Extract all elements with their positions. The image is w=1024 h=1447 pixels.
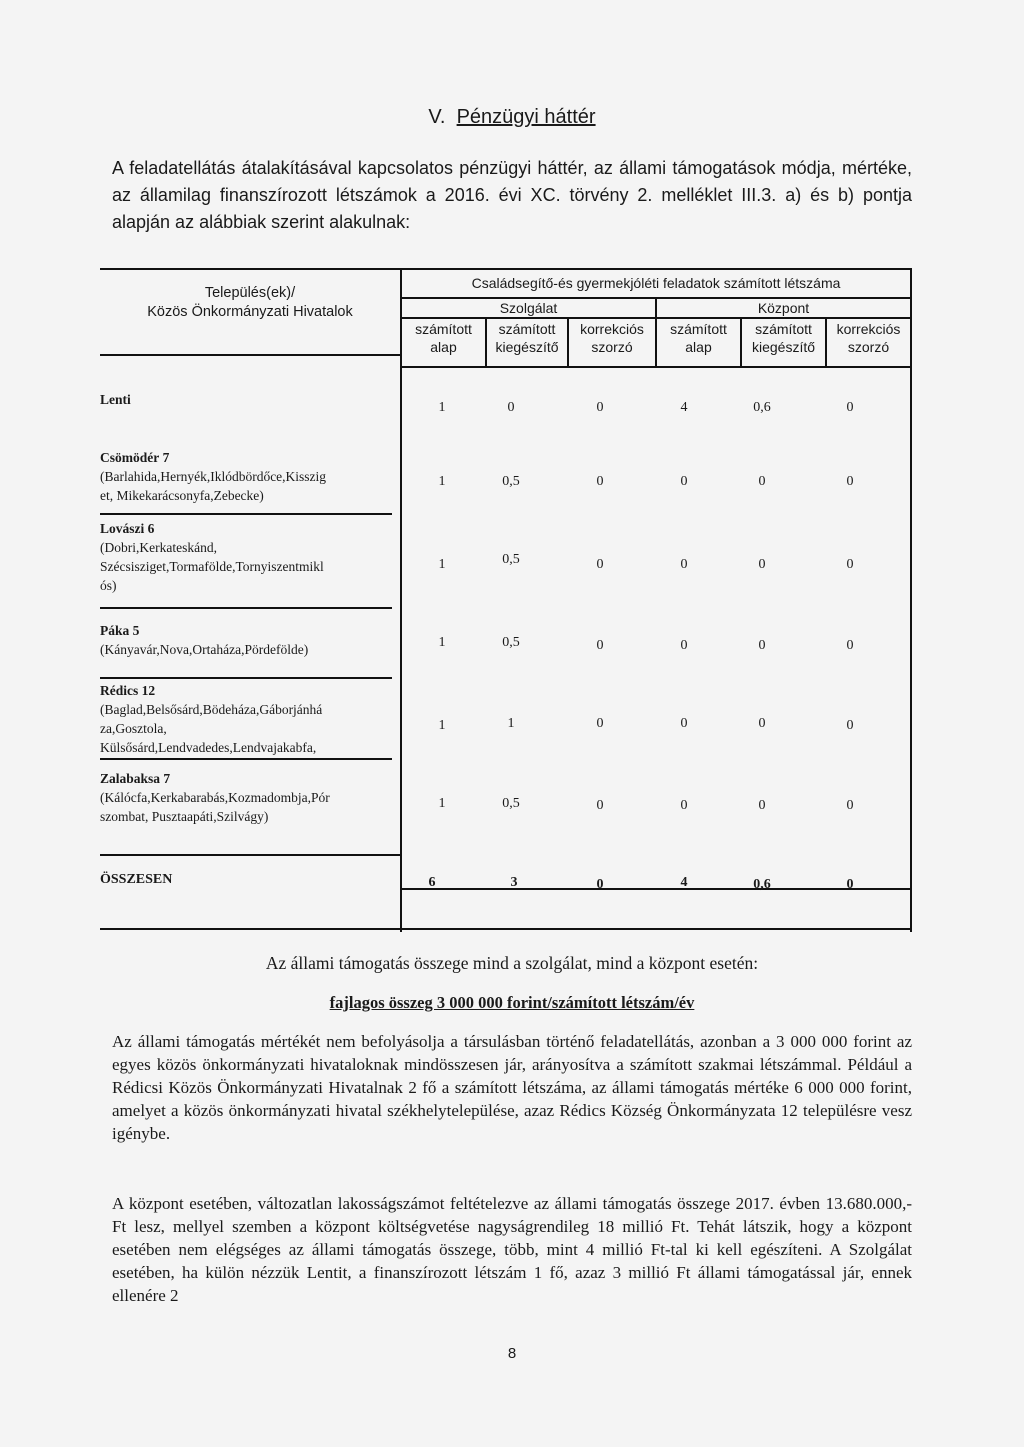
kozpont-header: Központ bbox=[757, 300, 810, 316]
table-cell: 1 bbox=[507, 716, 515, 731]
table-row-label: Lovászi 6 (Dobri,Kerkateskánd, Szécsisziget,Tormafölde,Tornyiszentmikl ós) bbox=[100, 521, 324, 593]
table-cell: 1 bbox=[438, 557, 446, 572]
table-cell-total: 3 bbox=[510, 875, 518, 890]
table-cell: 0 bbox=[846, 718, 854, 733]
table-cell: 0 bbox=[680, 798, 688, 813]
table-cell: 0 bbox=[596, 400, 604, 415]
table-cell: 0 bbox=[596, 474, 604, 489]
table-cell: 0 bbox=[507, 400, 515, 415]
row-header-line-1: Település(ek)/ bbox=[204, 285, 296, 301]
col-header-5: számított kiegészítő bbox=[751, 321, 816, 355]
support-line: Az állami támogatás összege mind a szolgálat, mind a központ esetén: bbox=[265, 953, 759, 973]
table-cell-total: 0,6 bbox=[753, 877, 771, 892]
support-amount: fajlagos összeg 3 000 000 forint/számított létszám/év bbox=[329, 993, 695, 1012]
staffing-table bbox=[100, 268, 912, 930]
paragraph-1: Az állami támogatás mértékét nem befolyásolja a társulásban történő feladatellátás, azonban a 3 000 000 forint az egyes közös önkormányzati hivataloknak mindösszesen jár, arányosítva a számított szakmai létszámmal. Például a Rédicsi Közös Önkormányzati Hivatalnak 2 fő a számított létszáma, az állami támogatás mértéke 6 000 000 forint, amelyet a közös önkormányzati hivatal székhelytelepülése, azaz Rédics Község Önkormányzata 12 településre vesz igénybe. bbox=[112, 1032, 912, 1143]
table-row-label: Páka 5 (Kányavár,Nova,Ortaháza,Pördefölde) bbox=[100, 623, 309, 657]
table-cell-total: 0 bbox=[596, 877, 604, 892]
table-cell: 0,5 bbox=[502, 552, 520, 567]
table-cell: 1 bbox=[438, 635, 446, 650]
table-cell: 0,5 bbox=[502, 474, 520, 489]
table-row-label: Rédics 12 (Baglad,Belsősárd,Bödeháza,Gáborjánhá za,Gosztola, Külsősárd,Lendvadedes,Lendvajakabfa, bbox=[100, 683, 323, 755]
row-header bbox=[100, 284, 400, 322]
intro-paragraph: A feladatellátás átalakításával kapcsolatos pénzügyi háttér, az állami támogatások módja, mértéke, az államilag finanszírozott létszámok a 2016. évi XC. törvény 2. melléklet III.3. a) és b) pontja alapján az alábbiak szerint alakulnak: bbox=[112, 158, 912, 232]
table-cell: 1 bbox=[438, 400, 446, 415]
col-header-3: korrekciós szorzó bbox=[580, 321, 644, 355]
col-header-2: számított kiegészítő bbox=[495, 321, 559, 355]
table-row-label: ÖSSZESEN bbox=[100, 872, 173, 887]
group-header: Családsegítő-és gyermekjóléti feladatok számított létszáma bbox=[471, 275, 841, 291]
row-header-line-2: Közös Önkormányzati Hivatalok bbox=[147, 304, 353, 320]
col-header-4: számított alap bbox=[670, 321, 727, 355]
section-heading bbox=[0, 106, 1024, 129]
page-number: 8 bbox=[507, 1345, 517, 1362]
table-cell-total: 4 bbox=[680, 875, 688, 890]
table-cell: 0 bbox=[846, 474, 854, 489]
table-cell: 0,5 bbox=[502, 796, 520, 811]
table-cell: 0,6 bbox=[753, 400, 771, 415]
table-cell: 0 bbox=[596, 638, 604, 653]
table-cell: 0 bbox=[846, 400, 854, 415]
table-cell: 0 bbox=[596, 716, 604, 731]
support-amount-wrap bbox=[0, 992, 1024, 1013]
table-cell: 0 bbox=[680, 474, 688, 489]
table-cell: 0 bbox=[680, 557, 688, 572]
table-cell: 1 bbox=[438, 796, 446, 811]
col-header-6: korrekciós szorzó bbox=[836, 321, 901, 355]
table-cell: 0 bbox=[680, 638, 688, 653]
section-title: Pénzügyi háttér bbox=[456, 106, 596, 128]
table-row-label: Zalabaksa 7 (Kálócfa,Kerkabarabás,Kozmadombja,Pór szombat, Pusztaapáti,Szilvágy) bbox=[100, 771, 330, 824]
section-number: V. bbox=[428, 106, 446, 128]
table-cell: 0 bbox=[758, 716, 766, 731]
col-header-1: számított alap bbox=[415, 321, 472, 355]
table-cell: 0 bbox=[758, 474, 766, 489]
table-cell: 1 bbox=[438, 474, 446, 489]
table-cell: 1 bbox=[438, 718, 446, 733]
paragraph-2: A központ esetében, változatlan lakosságszámot feltételezve az állami támogatás összege 2017. évben 13.680.000,- Ft lesz, mellyel szemben a központ költségvetése nagyságrendileg 18 millió Ft. Tehát látszik, hogy a központ esetében nem elégséges az állami támogatás összege, több, mint 4 millió Ft-tal ki kell egészíteni. A Szolgálat esetében, ha külön nézzük Lentit, a finanszírozott létszám 1 fő, azaz 3 millió Ft állami támogatással jár, ennek ellenére 2 bbox=[112, 1194, 912, 1305]
table-cell: 0 bbox=[758, 557, 766, 572]
table-cell: 0,5 bbox=[502, 635, 520, 650]
table-cell: 0 bbox=[680, 716, 688, 731]
table-row-label: Csömödér 7 (Barlahida,Hernyék,Iklódbördőce,Kisszig et, Mikekarácsonyfa,Zebecke) bbox=[100, 450, 327, 503]
table-cell-total: 0 bbox=[846, 877, 854, 892]
table-cell: 0 bbox=[846, 798, 854, 813]
table-row-label: Lenti bbox=[100, 392, 131, 407]
table-cell: 0 bbox=[758, 798, 766, 813]
szolgalat-header: Szolgálat bbox=[499, 300, 558, 316]
table-cell: 0 bbox=[596, 798, 604, 813]
table-cell: 0 bbox=[758, 638, 766, 653]
table-cell: 0 bbox=[846, 638, 854, 653]
table-cell: 0 bbox=[596, 557, 604, 572]
table-cell: 4 bbox=[680, 400, 688, 415]
table-cell: 0 bbox=[846, 557, 854, 572]
table-cell-total: 6 bbox=[428, 875, 436, 890]
